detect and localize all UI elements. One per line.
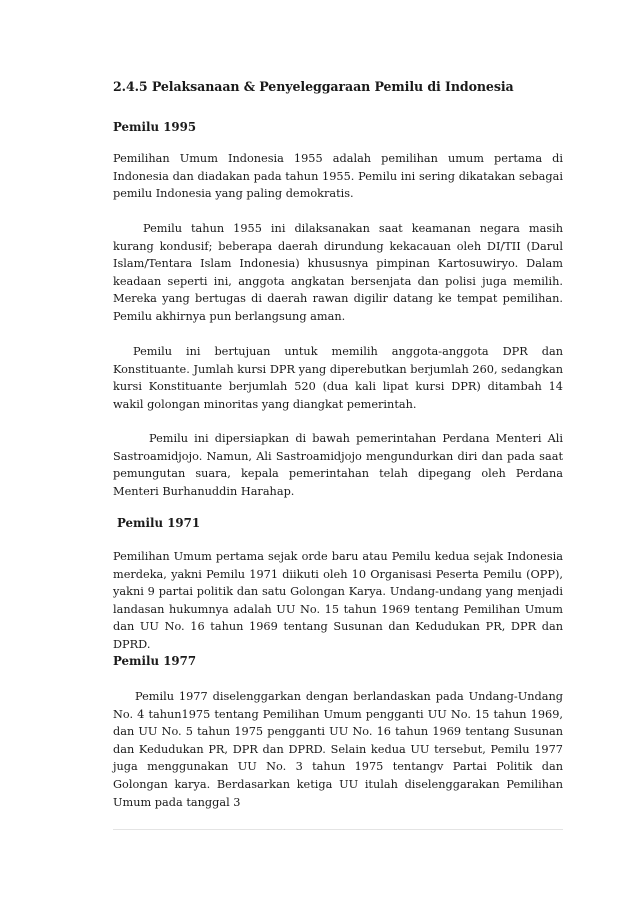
paragraph-1955-intro: Pemilihan Umum Indonesia 1955 adalah pemilihan umum pertama di Indonesia dan diadakan pada tahun 1955. Pemilu ini sering dikatakan sebagai pemilu Indonesia yang paling demokratis.: [113, 152, 563, 201]
subheading-pemilu-1971: Pemilu 1971: [117, 516, 201, 530]
paragraph-1955-government: Pemilu ini dipersiapkan di bawah pemerintahan Perdana Menteri Ali Sastroamidjojo. Namun, Ali Sastroamidjojo mengundurkan diri dan pada saat pemungutan suara, kepala pemerintahan telah dipegang oleh Perdana Menteri Burhanuddin Harahap.: [113, 432, 563, 498]
paragraph-1955-security: Pemilu tahun 1955 ini dilaksanakan saat keamanan negara masih kurang kondusif; beberapa daerah dirundung kekacauan oleh DI/TII (Darul Islam/Tentara Islam Indonesia) khususnya pimpinan Kartosuwiryo. Dalam keadaan seperti ini, anggota angkatan bersenjata dan polisi juga memilih. Mereka yang bertugas di daerah rawan digilir datang ke tempat pemilihan. Pemilu akhirnya pun berlangsung aman.: [113, 222, 563, 323]
subheading-pemilu-1955: Pemilu 1995: [113, 120, 197, 134]
subheading-pemilu-1977: Pemilu 1977: [113, 654, 197, 668]
section-heading: 2.4.5 Pelaksanaan & Penyeleggaraan Pemilu di Indonesia: [113, 79, 514, 94]
footer-divider: [113, 829, 563, 830]
paragraph-1977: Pemilu 1977 diselenggarkan dengan berlandaskan pada Undang-Undang No. 4 tahun1975 tentang Pemilihan Umum pengganti UU No. 15 tahun 1969, dan UU No. 5 tahun 1975 pengganti UU No. 16 tahun 1969 tentang Susunan dan Kedudukan PR, DPR dan DPRD. Selain kedua UU tersebut, Pemilu 1977 juga menggunakan UU No. 3 tahun 1975 tentangv Partai Politik dan Golongan karya. Berdasarkan ketiga UU itulah diselenggarakan Pemilihan Umum pada tanggal 3: [113, 690, 563, 809]
paragraph-1955-purpose: Pemilu ini bertujuan untuk memilih anggota-anggota DPR dan Konstituante. Jumlah kursi DPR yang diperebutkan berjumlah 260, sedangkan kursi Konstituante berjumlah 520 (dua kali lipat kursi DPR) ditambah 14 wakil golongan minoritas yang diangkat pemerintah.: [113, 345, 563, 411]
paragraph-1971: Pemilihan Umum pertama sejak orde baru atau Pemilu kedua sejak Indonesia merdeka, yakni Pemilu 1971 diikuti oleh 10 Organisasi Peserta Pemilu (OPP), yakni 9 partai politik dan satu Golongan Karya. Undang-undang yang menjadi landasan hukumnya adalah UU No. 15 tahun 1969 tentang Pemilihan Umum dan UU No. 16 tahun 1969 tentang Susunan dan Kedudukan PR, DPR dan DPRD.: [113, 550, 563, 651]
